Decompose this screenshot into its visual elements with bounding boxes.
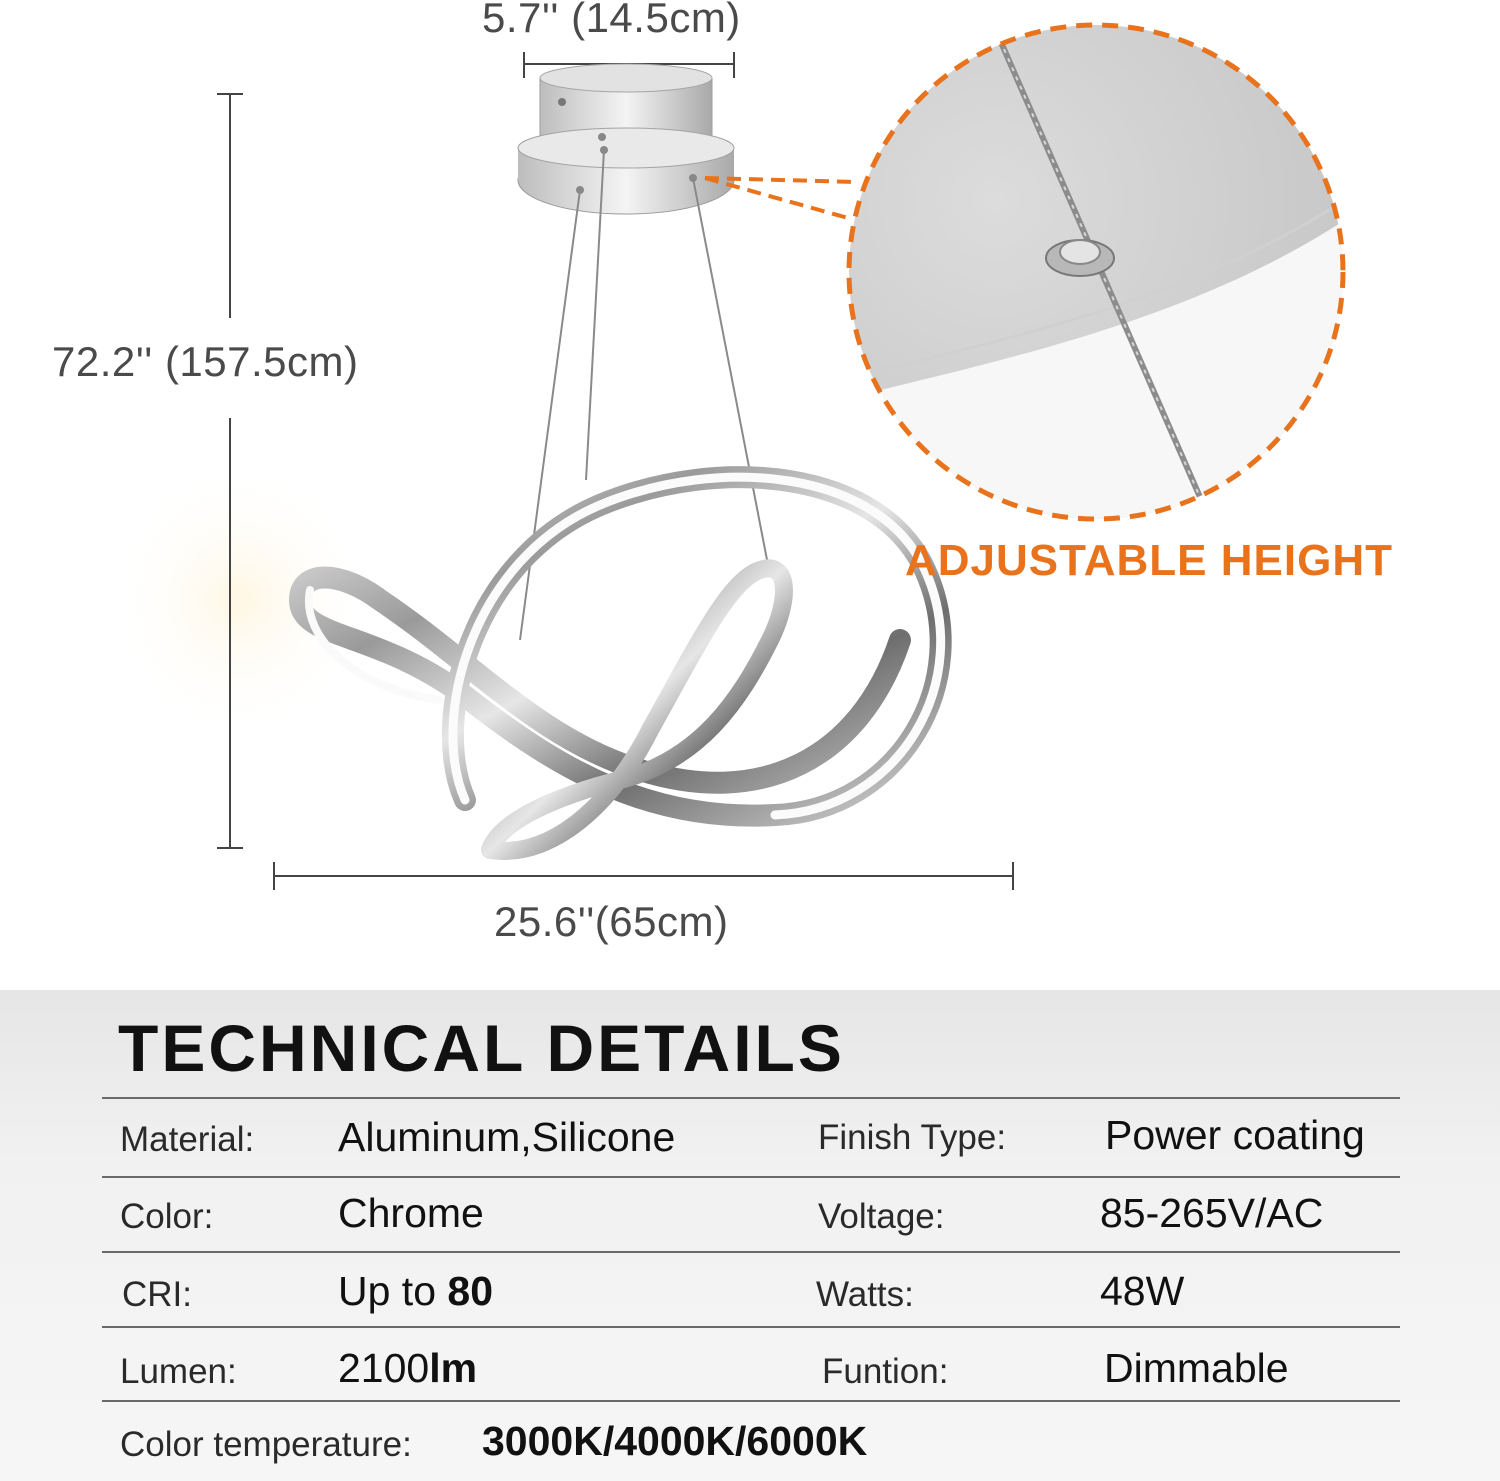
spec-value-voltage: 85-265V/AC	[1100, 1190, 1324, 1236]
spec-value-lumen	[338, 1345, 477, 1392]
spec-label-voltage: Voltage:	[818, 1197, 945, 1236]
adjustable-height-label: ADJUSTABLE HEIGHT	[905, 536, 1393, 585]
spec-label-material: Material:	[120, 1120, 255, 1159]
spec-label-watts: Watts:	[816, 1275, 914, 1314]
table-divider	[102, 1400, 1400, 1402]
spec-value-function: Dimmable	[1104, 1345, 1289, 1391]
spec-label-cri: CRI:	[122, 1275, 192, 1314]
led-swirl-rings	[300, 477, 941, 851]
width-dimension: 25.6''(65cm)	[494, 898, 729, 945]
lumen-number: 2100	[338, 1345, 430, 1391]
suspension-wires	[520, 150, 768, 640]
spec-value-color: Chrome	[338, 1190, 484, 1236]
spec-value-watts: 48W	[1100, 1268, 1185, 1314]
spec-label-finish-type: Finish Type:	[818, 1118, 1007, 1157]
technical-details-panel	[0, 990, 1500, 1481]
technical-details-title: TECHNICAL DETAILS	[118, 1011, 845, 1085]
spec-label-color: Color:	[120, 1197, 214, 1236]
table-divider	[102, 1176, 1400, 1178]
light-glow	[110, 460, 370, 740]
spec-value-material: Aluminum,Silicone	[338, 1114, 676, 1160]
height-dimension: 72.2'' (157.5cm)	[52, 338, 359, 385]
spec-value-color-temperature: 3000K/4000K/6000K	[482, 1418, 868, 1464]
spec-value-finish-type: Power coating	[1105, 1112, 1365, 1158]
cri-number: 80	[447, 1268, 493, 1314]
spec-label-function: Funtion:	[822, 1352, 949, 1391]
width-dimension-line	[274, 862, 1013, 890]
callout-pointer	[705, 178, 858, 218]
spec-label-lumen: Lumen:	[120, 1352, 237, 1391]
spec-label-color-temperature: Color temperature:	[120, 1425, 412, 1464]
table-divider	[102, 1326, 1400, 1328]
spec-value-cri	[338, 1268, 493, 1315]
ceiling-canopy	[518, 64, 734, 214]
cri-prefix: Up to	[338, 1268, 448, 1314]
table-divider	[102, 1097, 1400, 1099]
zoom-detail-circle	[840, 20, 1360, 540]
top-width-dimension: 5.7'' (14.5cm)	[482, 0, 741, 41]
lumen-unit: lm	[429, 1345, 478, 1391]
table-divider	[102, 1251, 1400, 1253]
